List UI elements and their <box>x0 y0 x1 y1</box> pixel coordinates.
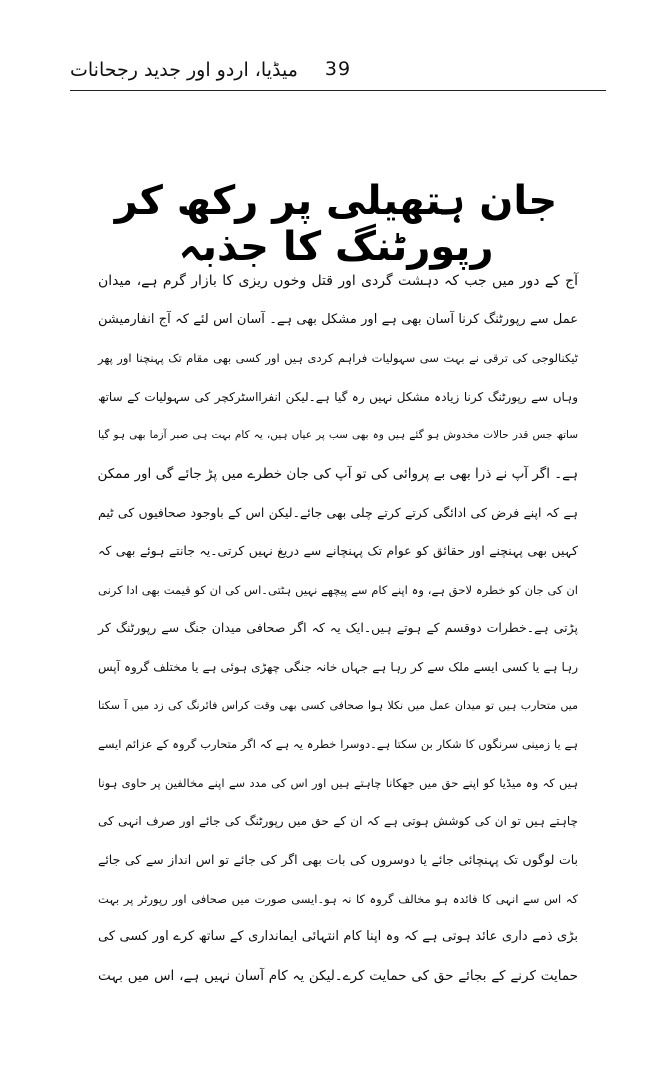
header-rule <box>70 90 606 91</box>
body-line: بات لوگوں تک پہنچائی جائے یا دوسروں کی بات بھی اگر کی جائے تو اس انداز سے کی جائے <box>98 851 578 867</box>
body-line: چاہتے ہیں تو ان کی کوشش ہوتی ہے کہ ان کے حق میں رپورٹنگ کی جائے اور صرف انہی کی <box>98 814 578 829</box>
body-line: وہاں سے رپورٹنگ کرنا زیادہ مشکل نہیں رہ گیا ہے۔لیکن انفرااسٹرکچر کی سہولیات کے ساتھ <box>98 389 578 404</box>
chapter-title: جان ہتھیلی پر رکھ کر رپورٹنگ کا جذبہ <box>114 178 558 270</box>
running-head <box>70 56 606 96</box>
body-line: عمل سے رپورٹنگ کرنا آسان بھی ہے اور مشکل بھی ہے۔ آسان اس لئے کہ آج انفارمیشن <box>98 311 578 327</box>
body-line: ٹیکنالوجی کی ترقی نے بہت سی سہولیات فراہم کردی ہیں اور کسی بھی مقام تک پہنچنا اور پھر <box>98 351 578 366</box>
body-text <box>98 262 578 995</box>
running-head-title: میڈیا، اردو اور جدید رجحانات <box>70 59 298 81</box>
body-line: کہیں بھی پہنچنے اور حقائق کو عوام تک پہنچانے سے دریغ نہیں کرتی۔یہ جانتے ہوئے بھی کہ <box>98 543 578 559</box>
body-line: ساتھ جس قدر حالات مخدوش ہو گئے ہیں وہ بھی سب پر عیاں ہیں، یہ کام بہت ہی صبر آزما بھی ہو گیا <box>98 429 578 442</box>
body-line: پڑتی ہے۔خطرات دوقسم کے ہوتے ہیں۔ایک یہ کہ اگر صحافی میدان جنگ سے رپورٹنگ کر <box>98 620 578 636</box>
body-line: حمایت کرنے کے بجائے حق کی حمایت کرے۔لیکن یہ کام آسان نہیں ہے، اس میں بہت <box>98 967 578 984</box>
body-line: ہے۔ اگر آپ نے ذرا بھی بے پروائی کی تو آپ کی جان خطرے میں پڑ جائے گی اور ممکن <box>97 465 578 482</box>
body-line: رہا ہے یا کسی ایسے ملک سے کر رہا ہے جہاں خانہ جنگی چھڑی ہوئی ہے یا مختلف گروہ آپس <box>98 659 578 674</box>
page-number: 39 <box>324 58 352 80</box>
body-line: بڑی ذمے داری عائد ہوتی ہے کہ وہ اپنا کام انتہائی ایمانداری کے ساتھ کرے اور کسی کی <box>98 929 578 945</box>
body-line: کہ اس سے انہی کا فائدہ ہو مخالف گروہ کا نہ ہو۔ایسی صورت میں صحافی اور رپورٹر پر بہت <box>98 891 578 906</box>
body-line: ہے یا زمینی سرنگوں کا شکار بن سکتا ہے۔دوسرا خطرہ یہ ہے کہ اگر متحارب گروہ کے عزائم ایسے <box>98 737 578 752</box>
body-line: آج کے دور میں جب کہ دہشت گردی اور قتل وخوں ریزی کا بازار گرم ہے، میدان <box>98 273 578 289</box>
body-line: ہے کہ اپنے فرض کی ادائگی کرتے کرتے چلی بھی جائے۔لیکن اس کے باوجود صحافیوں کی ٹیم <box>98 504 578 520</box>
body-line: میں متحارب ہیں تو میدان عمل میں نکلا ہوا صحافی کسی بھی وقت کراس فائرنگ کی زد میں آ سکتا <box>98 698 578 712</box>
body-line: ہیں کہ وہ میڈیا کو اپنے حق میں جھکانا چاہتے ہیں اور اس کی مدد سے اپنے مخالفین پر حاوی ہونا <box>98 775 578 790</box>
body-line: ان کی جان کو خطرہ لاحق ہے، وہ اپنے کام سے پیچھے نہیں ہٹتی۔اس کی ان کو قیمت بھی ادا کرنی <box>98 582 578 597</box>
